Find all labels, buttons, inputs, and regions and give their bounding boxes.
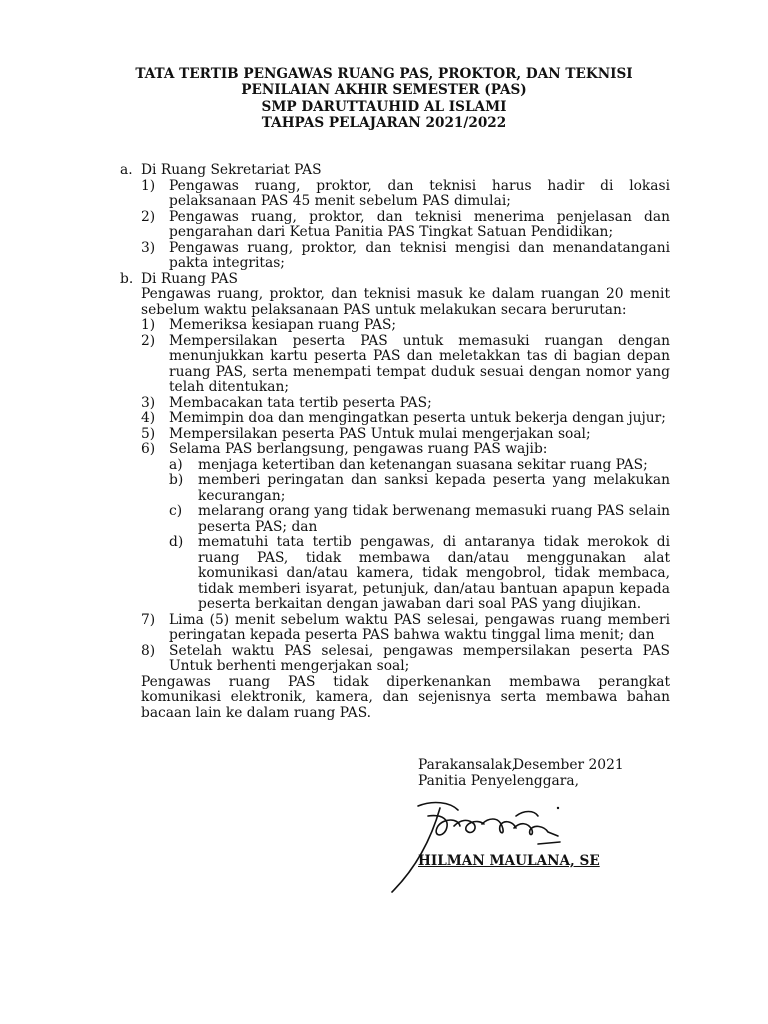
section-heading: Di Ruang Sekretariat PAS <box>141 162 322 178</box>
section-a-item-2 <box>120 210 670 241</box>
item-text: Pengawas ruang, proktor, dan teknisi harus hadir di lokasi pelaksanaan PAS 45 menit sebelum PAS dimulai; <box>169 177 670 209</box>
item-number: 5) <box>141 425 156 442</box>
title-line-3: SMP DARUTTAUHID AL ISLAMI <box>261 98 507 115</box>
section-b-intro: Pengawas ruang, proktor, dan teknisi masuk ke dalam ruangan 20 menit sebelum waktu pelaksanaan PAS untuk melakukan secara berurutan: <box>141 286 670 318</box>
document-title <box>0 66 768 132</box>
item-number: 2) <box>141 208 156 225</box>
section-b-heading <box>120 272 670 288</box>
section-a-item-1 <box>120 179 670 210</box>
section-heading: Di Ruang PAS <box>141 270 238 287</box>
sub-item-d <box>120 535 670 613</box>
item-text: Memimpin doa dan mengingatkan peserta untuk bekerja dengan jujur; <box>169 410 666 426</box>
section-b-item-4 <box>120 411 670 427</box>
sub-item-text: memberi peringatan dan sanksi kepada peserta yang melakukan kecurangan; <box>198 472 670 504</box>
place-date-line <box>418 757 718 773</box>
item-text: Setelah waktu PAS selesai, pengawas mempersilakan peserta PAS Untuk berhenti mengerjakan soal; <box>169 642 670 674</box>
item-text: Selama PAS berlangsung, pengawas ruang PAS wajib: <box>169 441 548 457</box>
sub-item-text: menjaga ketertiban dan ketenangan suasana sekitar ruang PAS; <box>198 456 648 473</box>
signature-committee: Panitia Penyelenggara, <box>418 773 579 789</box>
sub-item-letter: a) <box>169 456 183 473</box>
rules-body <box>120 163 670 721</box>
item-text: Pengawas ruang, proktor, dan teknisi menerima penjelasan dan pengarahan dari Ketua Panitia PAS Tingkat Satuan Pendidikan; <box>169 208 670 240</box>
item-number: 1) <box>141 177 156 194</box>
signer-name: HILMAN MAULANA, SE <box>418 853 600 869</box>
item-text: Lima (5) menit sebelum waktu PAS selesai, pengawas ruang memberi peringatan kepada peserta PAS bahwa waktu tinggal lima menit; dan <box>169 611 670 643</box>
sub-item-c <box>120 504 670 535</box>
section-b-item-6 <box>120 442 670 458</box>
item-number: 3) <box>141 239 156 256</box>
item-text: Memeriksa kesiapan ruang PAS; <box>169 317 397 333</box>
section-b-item-8 <box>120 644 670 675</box>
sub-item-text: melarang orang yang tidak berwenang memasuki ruang PAS selain peserta PAS; dan <box>198 503 670 535</box>
sub-item-a <box>120 458 670 474</box>
item-text: Mempersilakan peserta PAS untuk memasuki ruangan dengan menunjukkan kartu peserta PAS dan meletakkan tas di bagian depan ruang PAS, serta menempati tempat duduk sesuai dengan nomor yang telah ditentukan; <box>169 332 670 395</box>
sub-item-letter: d) <box>169 534 184 550</box>
section-b-item-3 <box>120 396 670 412</box>
section-b-closing: Pengawas ruang PAS tidak diperkenankan membawa perangkat komunikasi elektronik, kamera, dan sejenisnya serta membawa bahan bacaan lain ke dalam ruang PAS. <box>141 673 670 721</box>
section-b-item-1 <box>120 318 670 334</box>
section-a-item-3 <box>120 241 670 272</box>
item-number: 7) <box>141 611 156 628</box>
sub-item-b <box>120 473 670 504</box>
item-number: 4) <box>141 410 156 426</box>
title-line-4: TAHPAS PELAJARAN 2021/2022 <box>261 115 507 132</box>
handwritten-signature <box>388 796 568 896</box>
item-text: Mempersilakan peserta PAS Untuk mulai mengerjakan soal; <box>169 425 591 442</box>
item-number: 3) <box>141 394 156 411</box>
item-text: Membacakan tata tertib peserta PAS; <box>169 394 432 411</box>
title-line-2: PENILAIAN AKHIR SEMESTER (PAS) <box>241 82 527 99</box>
signature-place: Parakansalak, <box>418 757 516 773</box>
section-a-heading <box>120 163 670 179</box>
section-b-item-2 <box>120 334 670 396</box>
item-text: Pengawas ruang, proktor, dan teknisi mengisi dan menandatangani pakta integritas; <box>169 239 670 271</box>
item-number: 2) <box>141 332 156 349</box>
item-number: 1) <box>141 317 156 333</box>
title-line-1: TATA TERTIB PENGAWAS RUANG PAS, PROKTOR, DAN TEKNISI <box>135 66 633 82</box>
section-b-item-5 <box>120 427 670 443</box>
section-b-item-7 <box>120 613 670 644</box>
sub-item-letter: c) <box>169 503 183 519</box>
signature-block <box>418 757 718 789</box>
sub-item-letter: b) <box>169 472 184 488</box>
item-number: 6) <box>141 441 156 457</box>
section-marker: a. <box>120 162 133 178</box>
signature-date: Desember 2021 <box>513 757 624 773</box>
item-number: 8) <box>141 642 156 659</box>
section-marker: b. <box>120 270 134 287</box>
sub-item-text: mematuhi tata tertib pengawas, di antaranya tidak merokok di ruang PAS, tidak membawa dan/atau menggunakan alat komunikasi dan/atau kamera, tidak mengobrol, tidak membaca, tidak memberi isyarat, petunjuk, dan/atau bantuan apapun kepada peserta berkaitan dengan jawaban dari soal PAS yang diujikan. <box>198 534 670 612</box>
